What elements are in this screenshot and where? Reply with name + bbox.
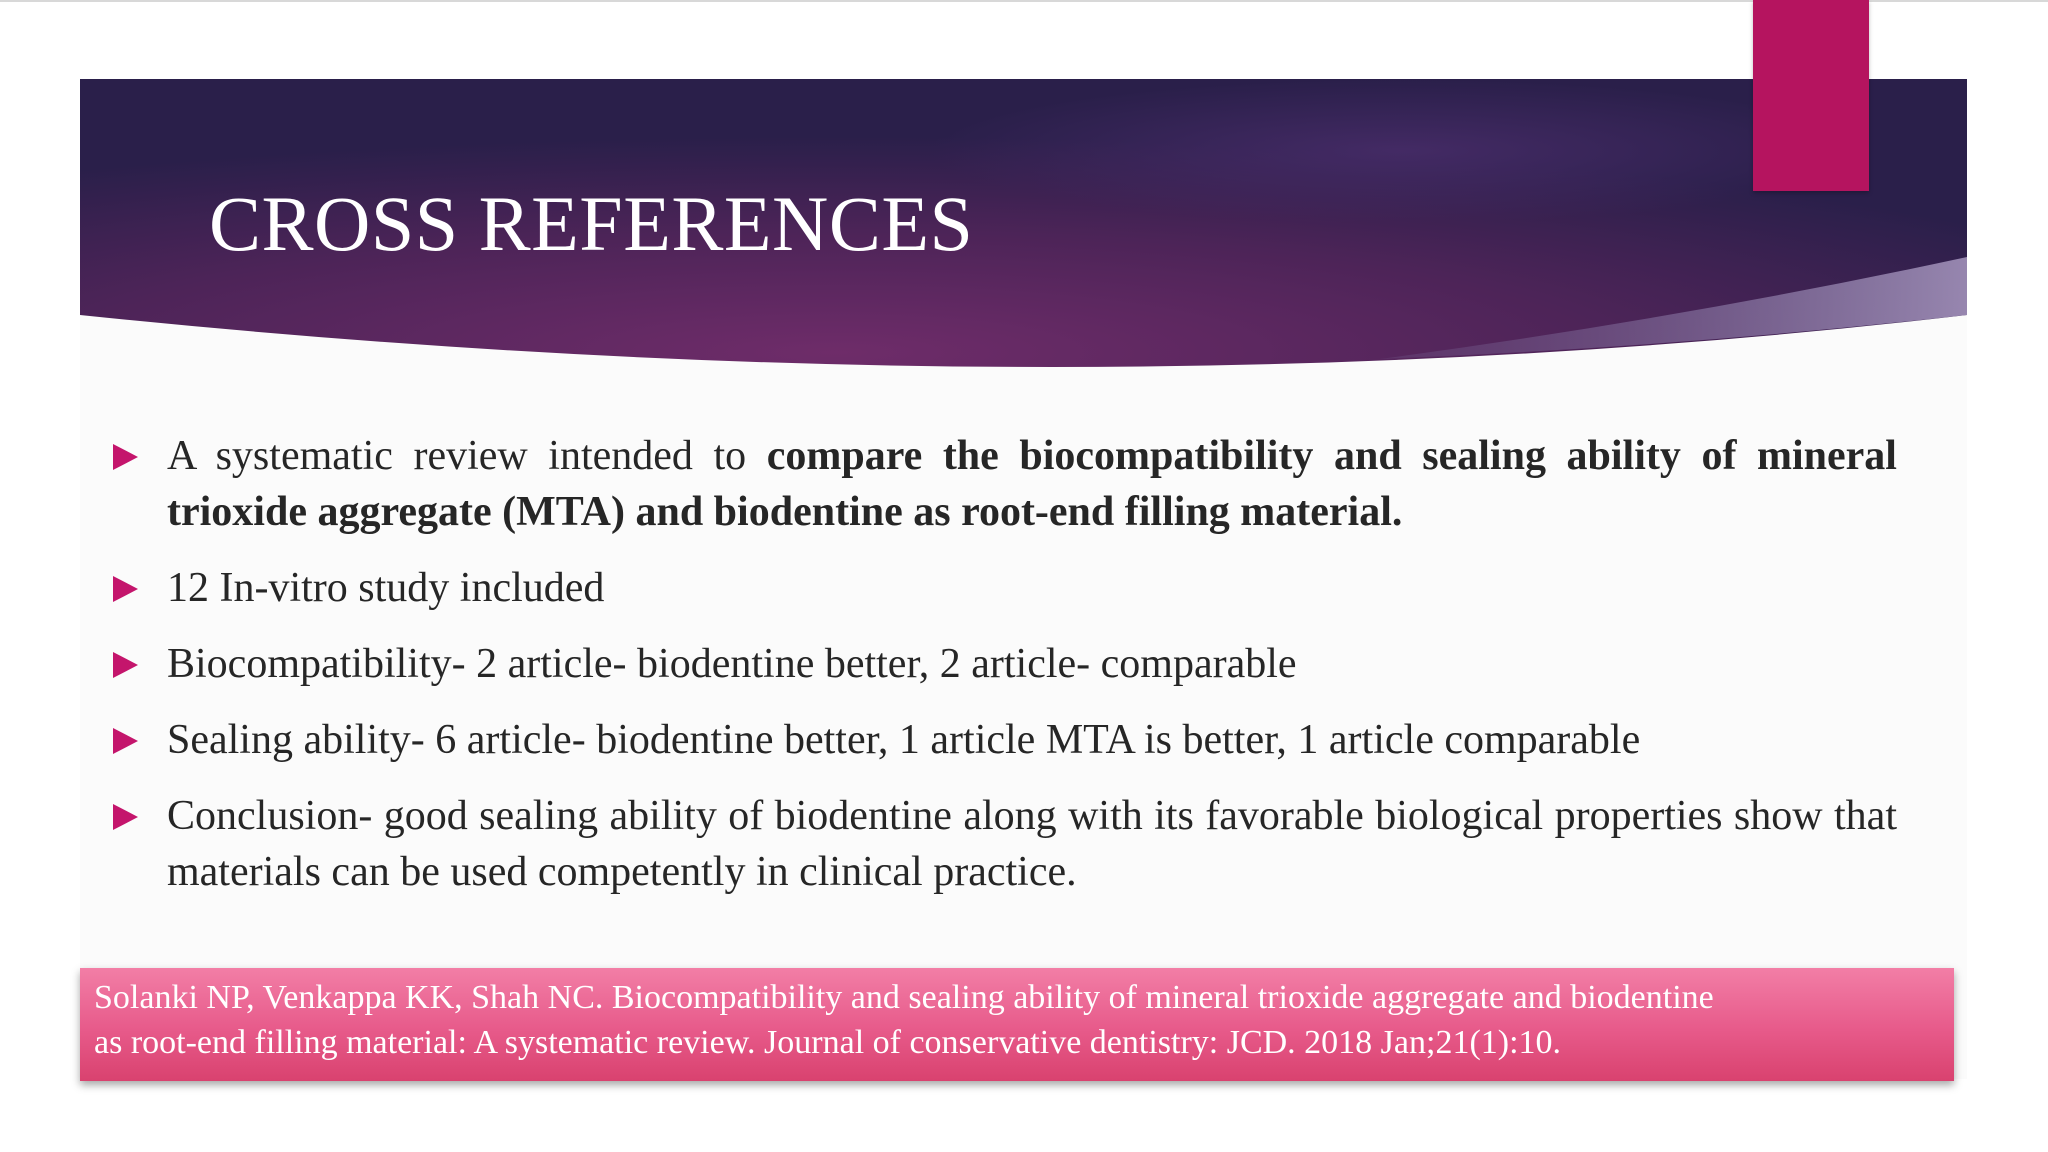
right-triangle-icon [113,444,138,470]
right-triangle-icon [113,728,138,754]
bullet-text: Conclusion- good sealing ability of biodentine along with its favorable biological properties show that materials can be used competently in clinical practice. [167,793,1897,895]
bullet-text: Biocompatibility- 2 article- biodentine better, 2 article- comparable [167,641,1297,687]
right-triangle-icon [113,652,138,678]
bullet-list [110,428,1897,920]
bullet-bold-text: compare the biocompatibility and sealing ability of mineral trioxide aggregate (MTA) and biodentine as root-end filling material. [167,433,1897,535]
accent-tab [1753,0,1869,191]
bullet-item [110,788,1897,900]
bullet-text: Sealing ability- 6 article- biodentine better, 1 article MTA is better, 1 article comparable [167,717,1641,763]
bullet-item [110,560,1897,616]
bullet-item [110,428,1897,540]
bullet-item [110,636,1897,692]
bullet-text: 12 In-vitro study included [167,565,605,611]
bullet-text: A systematic review intended to [167,433,767,479]
right-triangle-icon [113,576,138,602]
bullet-item [110,712,1897,768]
slide-title: CROSS REFERENCES [209,180,974,267]
top-divider [0,0,2048,2]
citation-box [80,968,1954,1081]
citation-line-2: as root-end filling material: A systematic review. Journal of conservative dentistry: JCD. 2018 Jan;21(1):10. [94,1024,1562,1061]
right-triangle-icon [113,804,138,830]
citation-line-1: Solanki NP, Venkappa KK, Shah NC. Biocompatibility and sealing ability of mineral trioxide aggregate and biodentine [94,979,1714,1016]
